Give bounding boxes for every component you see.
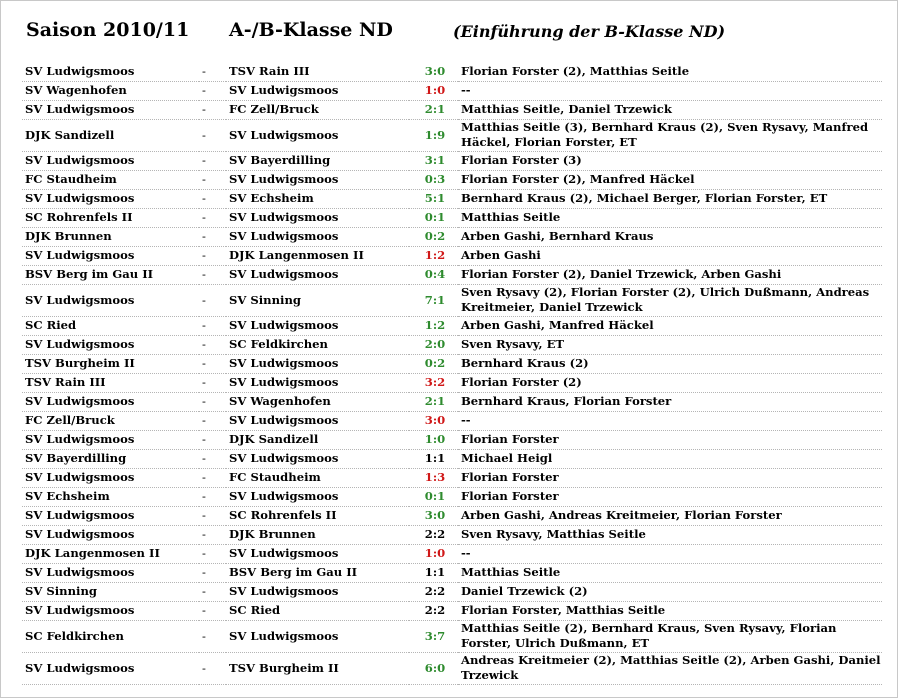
home-team: SC Rohrenfels II — [22, 208, 199, 227]
away-team: SV Ludwigsmoos — [226, 449, 409, 468]
separator: - — [199, 411, 226, 430]
home-team: SV Wagenhofen — [22, 81, 199, 100]
match-score: 0:2 — [409, 227, 458, 246]
away-team: DJK Sandizell — [226, 430, 409, 449]
match-row — [22, 487, 882, 506]
match-score: 1:0 — [409, 81, 458, 100]
separator: - — [199, 563, 226, 582]
home-team: SV Ludwigsmoos — [22, 506, 199, 525]
away-team: SV Ludwigsmoos — [226, 544, 409, 563]
separator: - — [199, 265, 226, 284]
home-team: SV Ludwigsmoos — [22, 100, 199, 119]
match-score: 2:2 — [409, 582, 458, 601]
away-team: SC Ried — [226, 601, 409, 620]
match-score: 2:0 — [409, 335, 458, 354]
goal-scorers: Arben Gashi, Manfred Häckel — [458, 316, 882, 335]
goal-scorers: Bernhard Kraus, Florian Forster — [458, 392, 882, 411]
match-row — [22, 100, 882, 119]
home-team: SV Ludwigsmoos — [22, 652, 199, 684]
separator: - — [199, 544, 226, 563]
separator: - — [199, 100, 226, 119]
match-score: 0:3 — [409, 170, 458, 189]
match-row — [22, 506, 882, 525]
match-row — [22, 468, 882, 487]
away-team: SV Ludwigsmoos — [226, 227, 409, 246]
goal-scorers: Arben Gashi, Andreas Kreitmeier, Florian Forster — [458, 506, 882, 525]
home-team: TSV Burgheim II — [22, 354, 199, 373]
match-row — [22, 430, 882, 449]
home-team: SV Ludwigsmoos — [22, 525, 199, 544]
match-score: 3:0 — [409, 62, 458, 81]
separator: - — [199, 335, 226, 354]
match-score: 2:2 — [409, 601, 458, 620]
home-team: SV Ludwigsmoos — [22, 335, 199, 354]
away-team: DJK Langenmosen II — [226, 246, 409, 265]
home-team: SV Ludwigsmoos — [22, 151, 199, 170]
page-header — [1, 19, 897, 49]
away-team: SV Ludwigsmoos — [226, 119, 409, 151]
goal-scorers: Arben Gashi — [458, 246, 882, 265]
match-score: 1:2 — [409, 316, 458, 335]
away-team: DJK Brunnen — [226, 525, 409, 544]
goal-scorers: Florian Forster (2), Daniel Trzewick, Arben Gashi — [458, 265, 882, 284]
separator: - — [199, 208, 226, 227]
away-team: SV Ludwigsmoos — [226, 354, 409, 373]
separator: - — [199, 449, 226, 468]
goal-scorers: Florian Forster (2), Manfred Häckel — [458, 170, 882, 189]
match-score: 1:1 — [409, 563, 458, 582]
away-team: SV Ludwigsmoos — [226, 373, 409, 392]
match-score: 3:0 — [409, 411, 458, 430]
separator: - — [199, 119, 226, 151]
match-score: 3:1 — [409, 151, 458, 170]
separator: - — [199, 81, 226, 100]
separator: - — [199, 487, 226, 506]
match-score: 2:2 — [409, 525, 458, 544]
away-team: FC Staudheim — [226, 468, 409, 487]
match-score: 1:3 — [409, 468, 458, 487]
home-team: SV Ludwigsmoos — [22, 189, 199, 208]
separator: - — [199, 620, 226, 652]
away-team: TSV Burgheim II — [226, 652, 409, 684]
match-row — [22, 652, 882, 684]
match-row — [22, 582, 882, 601]
match-row — [22, 151, 882, 170]
season-title: Saison 2010/11 — [26, 19, 190, 41]
home-team: SV Ludwigsmoos — [22, 468, 199, 487]
match-row — [22, 373, 882, 392]
home-team: SV Ludwigsmoos — [22, 246, 199, 265]
goal-scorers: Florian Forster (3) — [458, 151, 882, 170]
home-team: DJK Langenmosen II — [22, 544, 199, 563]
match-score: 7:1 — [409, 284, 458, 316]
away-team: SV Wagenhofen — [226, 392, 409, 411]
match-score: 5:1 — [409, 189, 458, 208]
separator: - — [199, 525, 226, 544]
goal-scorers: -- — [458, 411, 882, 430]
match-score: 0:1 — [409, 487, 458, 506]
goal-scorers: Andreas Kreitmeier (2), Matthias Seitle (2), Arben Gashi, Daniel Trzewick — [458, 652, 882, 684]
away-team: SV Ludwigsmoos — [226, 620, 409, 652]
separator: - — [199, 430, 226, 449]
separator: - — [199, 354, 226, 373]
goal-scorers: Bernhard Kraus (2) — [458, 354, 882, 373]
match-score: 1:1 — [409, 449, 458, 468]
match-score: 3:7 — [409, 620, 458, 652]
home-team: SV Ludwigsmoos — [22, 284, 199, 316]
goal-scorers: Florian Forster (2) — [458, 373, 882, 392]
separator: - — [199, 392, 226, 411]
match-row — [22, 335, 882, 354]
away-team: SV Ludwigsmoos — [226, 265, 409, 284]
match-score: 3:0 — [409, 506, 458, 525]
goal-scorers: Daniel Trzewick (2) — [458, 582, 882, 601]
match-score: 6:0 — [409, 652, 458, 684]
away-team: BSV Berg im Gau II — [226, 563, 409, 582]
home-team: FC Zell/Bruck — [22, 411, 199, 430]
match-row — [22, 62, 882, 81]
match-score: 0:2 — [409, 354, 458, 373]
away-team: SV Ludwigsmoos — [226, 411, 409, 430]
home-team: TSV Rain III — [22, 373, 199, 392]
away-team: SV Echsheim — [226, 189, 409, 208]
away-team: FC Zell/Bruck — [226, 100, 409, 119]
home-team: FC Staudheim — [22, 170, 199, 189]
away-team: SV Ludwigsmoos — [226, 487, 409, 506]
separator: - — [199, 284, 226, 316]
home-team: DJK Brunnen — [22, 227, 199, 246]
match-row — [22, 119, 882, 151]
match-row — [22, 316, 882, 335]
goal-scorers: Matthias Seitle — [458, 208, 882, 227]
match-score: 1:9 — [409, 119, 458, 151]
match-score: 1:0 — [409, 430, 458, 449]
home-team: BSV Berg im Gau II — [22, 265, 199, 284]
match-row — [22, 81, 882, 100]
home-team: SV Ludwigsmoos — [22, 601, 199, 620]
match-row — [22, 601, 882, 620]
away-team: SC Feldkirchen — [226, 335, 409, 354]
match-row — [22, 354, 882, 373]
match-score: 0:1 — [409, 208, 458, 227]
away-team: SV Ludwigsmoos — [226, 316, 409, 335]
home-team: SC Feldkirchen — [22, 620, 199, 652]
home-team: SV Ludwigsmoos — [22, 430, 199, 449]
separator: - — [199, 151, 226, 170]
match-row — [22, 189, 882, 208]
match-score: 2:1 — [409, 100, 458, 119]
home-team: SV Sinning — [22, 582, 199, 601]
separator: - — [199, 227, 226, 246]
match-row — [22, 227, 882, 246]
goal-scorers: Florian Forster — [458, 487, 882, 506]
away-team: SV Ludwigsmoos — [226, 170, 409, 189]
home-team: SV Bayerdilling — [22, 449, 199, 468]
away-team: SV Ludwigsmoos — [226, 208, 409, 227]
home-team: DJK Sandizell — [22, 119, 199, 151]
separator: - — [199, 506, 226, 525]
match-score: 3:2 — [409, 373, 458, 392]
match-row — [22, 525, 882, 544]
separator: - — [199, 246, 226, 265]
away-team: SV Sinning — [226, 284, 409, 316]
separator: - — [199, 582, 226, 601]
away-team: SC Rohrenfels II — [226, 506, 409, 525]
separator: - — [199, 189, 226, 208]
goal-scorers: Sven Rysavy (2), Florian Forster (2), Ulrich Dußmann, Andreas Kreitmeier, Daniel Trzewick — [458, 284, 882, 316]
league-note: (Einführung der B-Klasse ND) — [453, 22, 726, 41]
home-team: SC Ried — [22, 316, 199, 335]
goal-scorers: Matthias Seitle (3), Bernhard Kraus (2), Sven Rysavy, Manfred Häckel, Florian Forster, ET — [458, 119, 882, 151]
match-row — [22, 246, 882, 265]
goal-scorers: Florian Forster — [458, 430, 882, 449]
away-team: SV Bayerdilling — [226, 151, 409, 170]
home-team: SV Echsheim — [22, 487, 199, 506]
separator: - — [199, 468, 226, 487]
separator: - — [199, 652, 226, 684]
match-score: 2:1 — [409, 392, 458, 411]
goal-scorers: Florian Forster — [458, 468, 882, 487]
match-score: 0:4 — [409, 265, 458, 284]
goal-scorers: Sven Rysavy, ET — [458, 335, 882, 354]
results-table — [22, 62, 882, 685]
goal-scorers: Matthias Seitle, Daniel Trzewick — [458, 100, 882, 119]
away-team: SV Ludwigsmoos — [226, 582, 409, 601]
league-title: A-/B-Klasse ND — [229, 19, 393, 41]
results-body — [22, 62, 882, 684]
away-team: SV Ludwigsmoos — [226, 81, 409, 100]
goal-scorers: Michael Heigl — [458, 449, 882, 468]
match-row — [22, 449, 882, 468]
home-team: SV Ludwigsmoos — [22, 62, 199, 81]
match-row — [22, 208, 882, 227]
goal-scorers: -- — [458, 81, 882, 100]
match-row — [22, 563, 882, 582]
match-row — [22, 411, 882, 430]
separator: - — [199, 170, 226, 189]
home-team: SV Ludwigsmoos — [22, 563, 199, 582]
separator: - — [199, 316, 226, 335]
match-row — [22, 170, 882, 189]
match-row — [22, 392, 882, 411]
goal-scorers: Arben Gashi, Bernhard Kraus — [458, 227, 882, 246]
match-row — [22, 544, 882, 563]
away-team: TSV Rain III — [226, 62, 409, 81]
goal-scorers: Florian Forster (2), Matthias Seitle — [458, 62, 882, 81]
goal-scorers: Matthias Seitle (2), Bernhard Kraus, Sven Rysavy, Florian Forster, Ulrich Dußmann, ET — [458, 620, 882, 652]
separator: - — [199, 373, 226, 392]
match-score: 1:0 — [409, 544, 458, 563]
separator: - — [199, 62, 226, 81]
match-row — [22, 265, 882, 284]
separator: - — [199, 601, 226, 620]
goal-scorers: Matthias Seitle — [458, 563, 882, 582]
goal-scorers: Florian Forster, Matthias Seitle — [458, 601, 882, 620]
goal-scorers: Sven Rysavy, Matthias Seitle — [458, 525, 882, 544]
match-row — [22, 284, 882, 316]
home-team: SV Ludwigsmoos — [22, 392, 199, 411]
goal-scorers: -- — [458, 544, 882, 563]
match-row — [22, 620, 882, 652]
match-score: 1:2 — [409, 246, 458, 265]
goal-scorers: Bernhard Kraus (2), Michael Berger, Florian Forster, ET — [458, 189, 882, 208]
